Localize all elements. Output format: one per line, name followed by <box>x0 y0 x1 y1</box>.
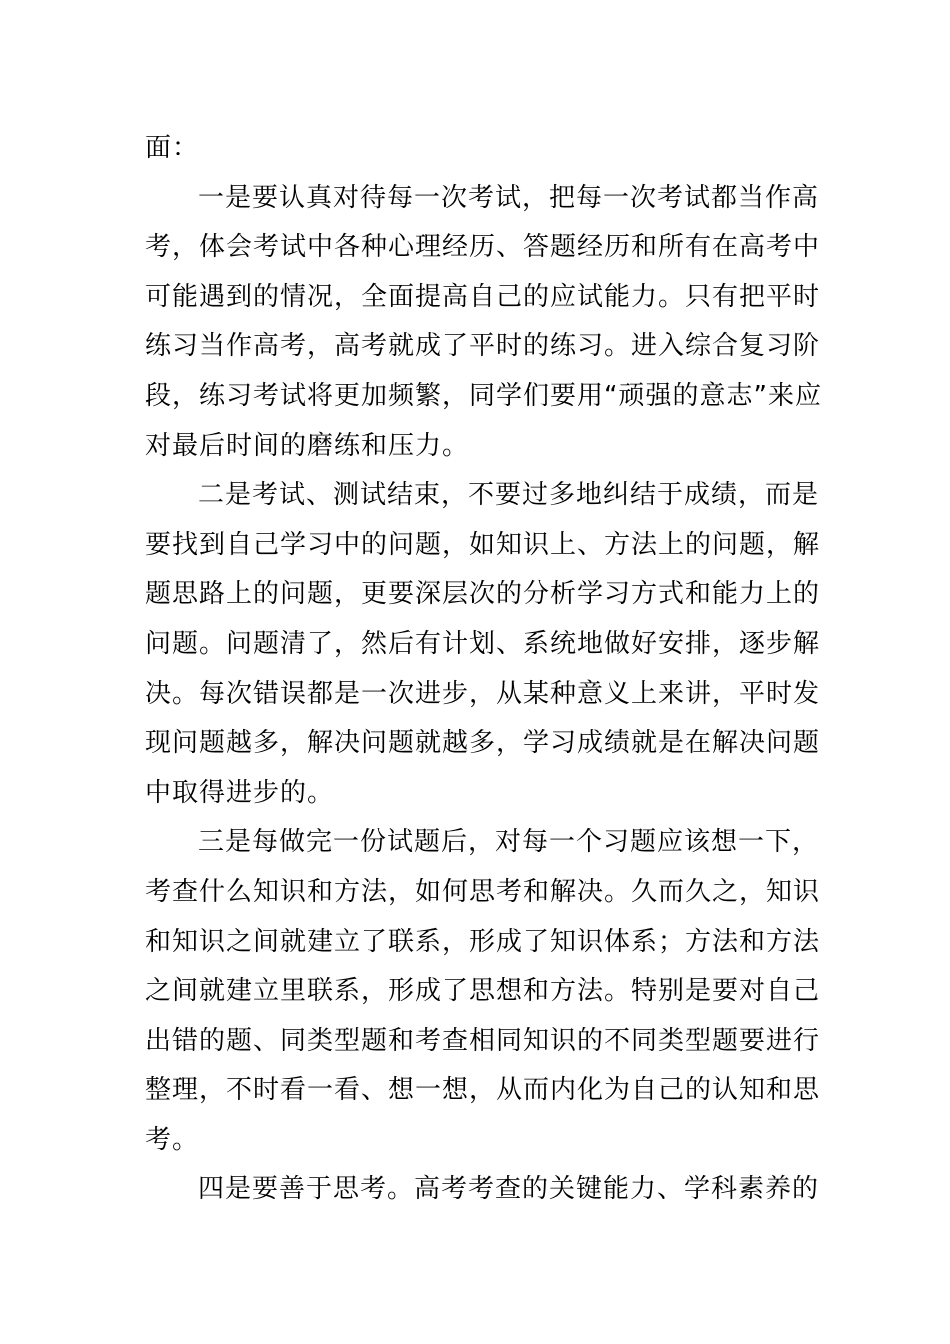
text-line: 现问题越多，解决问题就越多，学习成绩就是在解决问题 <box>145 728 821 759</box>
text-line: 决。每次错误都是一次进步，从某种意义上来讲，平时发 <box>145 678 821 709</box>
text-line: 对最后时间的磨练和压力。 <box>145 430 470 461</box>
text-line: 练习当作高考，高考就成了平时的练习。进入综合复习阶 <box>145 331 821 362</box>
text-line-continuation: 面： <box>145 133 200 163</box>
text-line: 整理，不时看一看、想一想，从而内化为自己的认知和思 <box>145 1075 821 1106</box>
text-line: 考。 <box>145 1124 200 1155</box>
text-line: 中取得进步的。 <box>145 777 335 808</box>
paragraph-two-start: 二是考试、测试结束，不要过多地纠结于成绩，而是 <box>198 480 820 511</box>
text-line: 出错的题、同类型题和考查相同知识的不同类型题要进行 <box>145 1025 821 1056</box>
text-line: 可能遇到的情况，全面提高自己的应试能力。只有把平时 <box>145 281 821 312</box>
text-line: 考，体会考试中各种心理经历、答题经历和所有在高考中 <box>145 232 821 263</box>
paragraph-three-start: 三是每做完一份试题后，对每一个习题应该想一下， <box>198 827 820 858</box>
document-body <box>145 124 822 1215</box>
text-line: 段，练习考试将更加频繁，同学们要用“顽强的意志”来应 <box>145 380 822 411</box>
text-line: 之间就建立里联系，形成了思想和方法。特别是要对自己 <box>145 976 821 1007</box>
paragraph-four-start: 四是要善于思考。高考考查的关键能力、学科素养的 <box>198 1174 820 1205</box>
paragraph-one-start: 一是要认真对待每一次考试，把每一次考试都当作高 <box>198 182 820 213</box>
text-line: 考查什么知识和方法，如何思考和解决。久而久之，知识 <box>145 876 821 907</box>
text-line: 问题。问题清了，然后有计划、系统地做好安排，逐步解 <box>145 628 821 659</box>
text-line: 和知识之间就建立了联系，形成了知识体系；方法和方法 <box>145 926 821 957</box>
text-line: 要找到自己学习中的问题，如知识上、方法上的问题，解 <box>145 529 821 560</box>
text-line: 题思路上的问题，更要深层次的分析学习方式和能力上的 <box>145 579 821 610</box>
